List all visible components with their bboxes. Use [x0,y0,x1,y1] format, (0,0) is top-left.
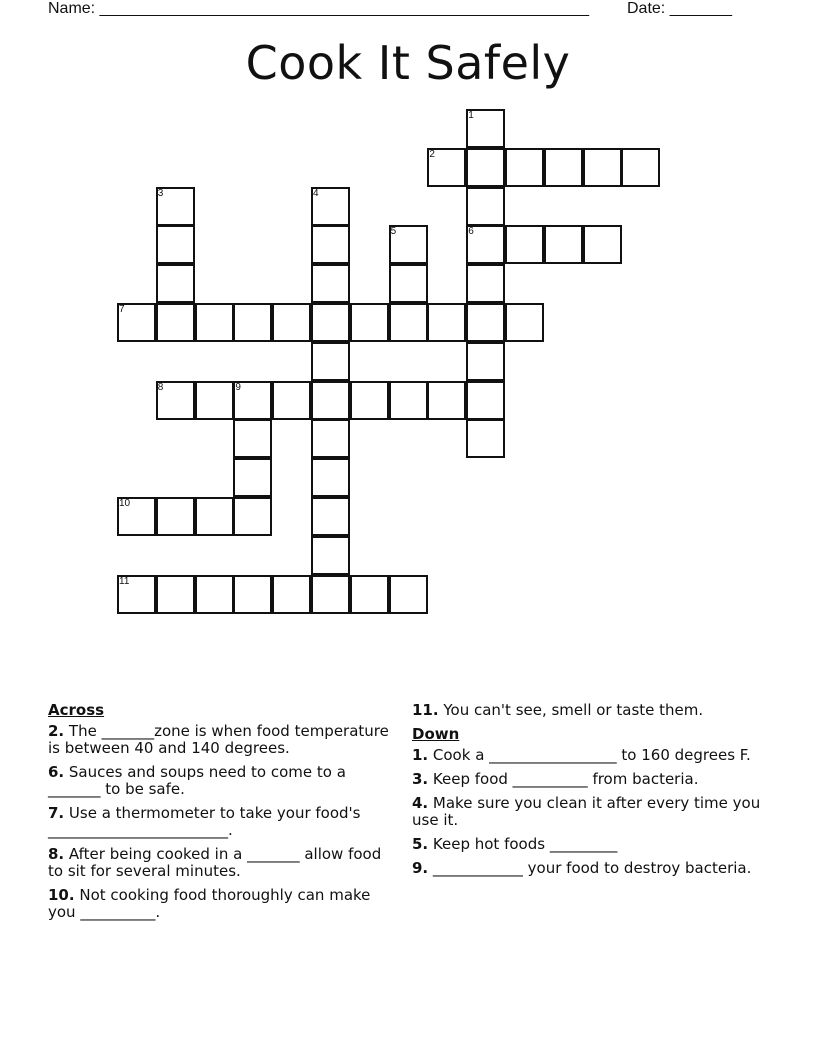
clue-number: 3 [157,187,164,199]
clue-down-3: 3. Keep food __________ from bacteria. [412,770,699,788]
clue-across-6: 6. Sauces and soups need to come to a _______ to be safe. [48,763,346,798]
grid-cell[interactable] [505,303,544,342]
grid-cell[interactable] [195,575,234,614]
grid-cell[interactable] [505,225,544,264]
clue-across-2: 2. The _______zone is when food temperature is between 40 and 140 degrees. [48,722,389,757]
clue-across-11: 11. You can't see, smell or taste them. [412,701,704,719]
grid-cell[interactable] [156,225,195,264]
grid-cell[interactable] [466,419,505,458]
clue-number: 10 [119,498,131,509]
grid-cell[interactable] [311,497,350,536]
grid-cell[interactable] [466,381,505,420]
clue-across-8: 8. After being cooked in a _______ allow food to sit for several minutes. [48,845,382,880]
grid-cell[interactable] [311,575,350,614]
clue-down-9: 9. ____________ your food to destroy bacteria. [412,859,752,877]
clues-column-right [412,702,762,884]
grid-cell[interactable] [621,148,660,187]
grid-cell[interactable] [311,536,350,575]
grid-cell[interactable] [466,342,505,381]
name-line: Name: _______________________________________________________ [48,0,589,17]
grid-cell[interactable] [583,148,622,187]
grid-cell[interactable] [233,575,272,614]
clue-number: 6 [468,226,474,238]
grid-cell[interactable] [272,575,311,614]
grid-cell[interactable] [350,381,389,420]
grid-cell[interactable] [233,419,272,458]
clue-across-7: 7. Use a thermometer to take your food's ________________________. [48,804,361,839]
grid-cell[interactable] [233,497,272,536]
grid-cell[interactable] [156,575,195,614]
clue-number: 4 [313,187,319,199]
grid-cell[interactable] [272,381,311,420]
grid-cell[interactable] [427,381,466,420]
clue-number: 8 [157,381,164,393]
grid-cell[interactable] [466,187,505,226]
grid-cell[interactable] [233,458,272,497]
grid-cell[interactable] [195,497,234,536]
grid-cell[interactable] [389,264,428,303]
grid-cell[interactable] [156,264,195,303]
clue-down-1: 1. Cook a _________________ to 160 degrees F. [412,746,751,764]
grid-cell[interactable] [233,303,272,342]
page-title: Cook It Safely [245,36,571,90]
grid-cell[interactable] [156,497,195,536]
clues-column-left [48,702,398,928]
grid-cell[interactable] [311,419,350,458]
grid-cell[interactable] [544,148,583,187]
date-line: Date: _______ [627,0,732,17]
clue-down-4: 4. Make sure you clean it after every time you use it. [412,794,761,829]
grid-cell[interactable] [311,342,350,381]
clue-across-10: 10. Not cooking food thoroughly can make you __________. [48,886,371,921]
grid-cell[interactable] [350,575,389,614]
clue-number: 2 [429,148,435,160]
grid-cell[interactable] [350,303,389,342]
grid-cell[interactable] [195,303,234,342]
across-heading: Across [48,701,105,719]
grid-cell[interactable] [389,575,428,614]
grid-cell[interactable] [311,225,350,264]
clue-number: 5 [390,226,397,238]
down-heading: Down [412,725,460,743]
grid-cell[interactable] [311,303,350,342]
grid-cell[interactable] [583,225,622,264]
grid-cell[interactable] [466,264,505,303]
grid-cell[interactable] [272,303,311,342]
clue-number: 7 [119,304,125,315]
grid-cell[interactable] [466,148,505,187]
grid-cell[interactable] [156,303,195,342]
grid-cell[interactable] [466,303,505,342]
grid-cell[interactable] [311,264,350,303]
grid-cell[interactable] [389,303,428,342]
grid-cell[interactable] [195,381,234,420]
grid-cell[interactable] [311,381,350,420]
clue-number: 11 [119,575,130,587]
clue-number: 1 [468,110,474,121]
grid-cell[interactable] [311,458,350,497]
grid-cell[interactable] [505,148,544,187]
grid-cell[interactable] [389,381,428,420]
clue-number: 9 [235,381,241,393]
clue-down-5: 5. Keep hot foods _________ [412,835,618,853]
grid-cell[interactable] [427,303,466,342]
grid-cell[interactable] [544,225,583,264]
